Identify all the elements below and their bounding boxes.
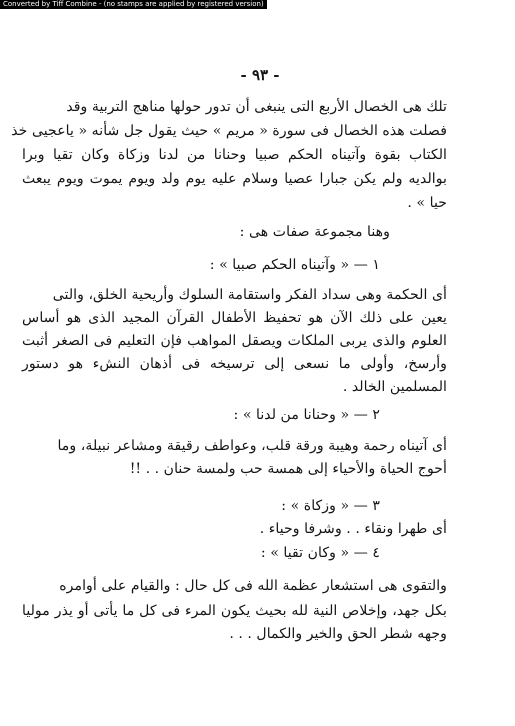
- para1-line-3: الكتاب بقوة وآتيناه الحكم صبيا وحنانا من لدنا وزكاة وكان تقيا وبرا: [22, 147, 447, 163]
- item1-line-1: أى الحكمة وهى سداد الفكر واستقامة السلوك وأريحية الخلق، والتى: [52, 287, 447, 303]
- item3-heading: ٣ — « وزكاة » :: [281, 498, 380, 514]
- item2-line-2: أحوج الحياة والأحياء إلى همسة حب ولمسة حنان . . !!: [129, 461, 447, 477]
- para1-line-5: حيا » .: [407, 195, 447, 211]
- section-intro: وهنا مجموعة صفات هى :: [239, 224, 390, 240]
- para1-line-1: تلك هى الخصال الأربع التى ينبغى أن تدور حولها مناهج التربية وقد: [66, 99, 447, 115]
- item4-line-1: والتقوى هى استشعار عظمة الله فى كل حال : والقيام على أوامره: [59, 578, 447, 594]
- item1-heading: ١ — « وآتيناه الحكم صبيا » :: [209, 257, 380, 273]
- item1-line-2: يعين على ذلك الآن هو تحفيظ الأطفال القرآن المجيد الذى هو أساس: [22, 310, 447, 326]
- item1-line-4: وأرسخ، وأولى ما نسعى إلى ترسيخه فى أذهان النشء هو دستور: [22, 356, 447, 372]
- item4-heading: ٤ — « وكان تقيا » :: [260, 545, 380, 561]
- item3-line-1: أى طهرا ونقاء . . وشرفا وحياء .: [259, 521, 447, 537]
- para1-line-4: بوالديه ولم يكن جبارا عصيا وسلام عليه يوم ولد ويوم يموت ويوم يبعث: [22, 171, 447, 187]
- item2-line-1: أى آتيناه رحمة وهيبة ورقة قلب، وعواطف رقيقة ومشاعر نبيلة، وما: [57, 438, 447, 454]
- converter-banner: Converted by Tiff Combine - (no stamps are applied by registered version): [0, 0, 267, 9]
- para1-line-2: فصلت هذه الخصال فى سورة « مريم » حيث يقول جل شأنه « ياعجيى خذ: [11, 123, 447, 139]
- item4-line-2: بكل جهد، وإخلاص النية لله بحيث يكون المرء فى كل ما يأتى أو يذر موليا: [22, 603, 447, 619]
- page-number: - ٩٣ -: [240, 66, 280, 84]
- item1-line-5: المسلمين الخالد .: [342, 379, 447, 395]
- item2-heading: ٢ — « وحنانا من لدنا » :: [233, 407, 380, 423]
- item4-line-3: وجهه شطر الحق والخير والكمال . . .: [229, 626, 447, 642]
- item1-line-3: العلوم والذى يربى الملكات ويصقل المواهب فإن التعليم فى الصغر أثبت: [22, 333, 447, 349]
